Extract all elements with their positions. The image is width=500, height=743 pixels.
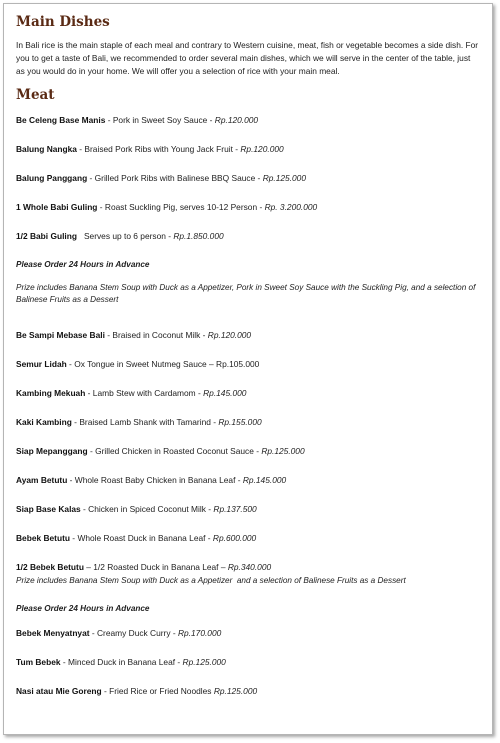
item-name: Semur Lidah: [16, 359, 67, 369]
item-price: Rp.125.000: [182, 657, 226, 667]
menu-item: [16, 356, 480, 385]
item-separator: -: [104, 330, 113, 340]
meat-list-group-3: [16, 625, 480, 712]
item-price: Rp. 3.200.000: [264, 202, 318, 212]
item-name: Tum Bebek: [16, 657, 61, 667]
item-description: Grilled Pork Ribs with Balinese BBQ Sauce -: [94, 173, 263, 183]
item-price: Rp.170.000: [177, 628, 222, 638]
item-price: Rp.155.000: [218, 417, 262, 427]
menu-item: [16, 683, 480, 712]
item-price: Rp.340.000: [227, 562, 272, 572]
item-price: Rp.125.000: [213, 686, 258, 696]
item-separator: -: [67, 475, 75, 485]
menu-item: [16, 625, 480, 654]
item-price: Rp.120.000: [207, 330, 252, 340]
menu-item: [16, 199, 480, 228]
meat-list-group-1: [16, 112, 480, 257]
meat-list-group-2: [16, 327, 480, 588]
item-name: Bebek Betutu: [16, 533, 70, 543]
item-price: Rp.120.000: [214, 115, 259, 125]
item-separator: -: [85, 388, 93, 398]
item-description: Serves up to 6 person -: [83, 231, 174, 241]
item-separator: -: [76, 144, 85, 154]
item-description: Grilled Chicken in Roasted Coconut Sauce -: [95, 446, 262, 456]
item-separator: -: [87, 173, 95, 183]
item-separator: -: [71, 417, 80, 427]
item-separator: -: [80, 504, 89, 514]
meat-heading: Meat: [16, 87, 55, 103]
prize-includes-note: Prize includes Banana Stem Soup with Duck as a Appetizer and a selection of Balinese Fruits as a Dessert: [16, 576, 406, 585]
item-separator: -: [60, 657, 68, 667]
menu-item: [16, 414, 480, 443]
item-separator: -: [105, 115, 113, 125]
item-description: Roast Suckling Pig, serves 10-12 Person -: [104, 202, 265, 212]
item-name: Bebek Menyatnyat: [16, 628, 90, 638]
item-price: Rp.145.000: [242, 475, 287, 485]
item-name: 1/2 Babi Guling: [16, 231, 77, 241]
menu-item: [16, 170, 480, 199]
advance-order-note: Please Order 24 Hours in Advance: [16, 604, 150, 613]
menu-item: [16, 443, 480, 472]
item-separator: -: [66, 359, 75, 369]
item-separator: [77, 231, 84, 241]
item-description: Whole Roast Baby Chicken in Banana Leaf -: [74, 475, 243, 485]
item-name: Be Sampi Mebase Bali: [16, 330, 105, 340]
menu-page: [3, 3, 493, 735]
item-name: Nasi atau Mie Goreng: [16, 686, 102, 696]
menu-item: [16, 141, 480, 170]
item-description: Braised Pork Ribs with Young Jack Fruit -: [84, 144, 241, 154]
menu-item: [16, 327, 480, 356]
item-price: Rp.120.000: [240, 144, 284, 154]
item-description: 1/2 Roasted Duck in Banana Leaf –: [93, 562, 228, 572]
item-price: Rp.1.850.000: [173, 231, 224, 241]
item-description: Braised in Coconut Milk -: [112, 330, 208, 340]
item-separator: -: [101, 686, 110, 696]
item-separator: –: [83, 562, 94, 572]
menu-item: [16, 654, 480, 683]
item-name: Balung Nangka: [16, 144, 77, 154]
item-price: Rp.137.500: [213, 504, 257, 514]
item-name: 1 Whole Babi Guling: [16, 202, 98, 212]
item-description: Lamb Stew with Cardamom -: [92, 388, 204, 398]
menu-item: [16, 501, 480, 530]
item-price: Rp.600.000: [212, 533, 257, 543]
menu-item: [16, 228, 480, 257]
item-separator: -: [69, 533, 78, 543]
item-name: Siap Base Kalas: [16, 504, 81, 514]
item-name: Kaki Kambing: [16, 417, 72, 427]
item-description: Braised Lamb Shank with Tamarind -: [79, 417, 219, 427]
item-description: Minced Duck in Banana Leaf -: [67, 657, 183, 667]
menu-item: [16, 530, 480, 559]
item-description: Fried Rice or Fried Noodles: [109, 686, 214, 696]
prize-includes-note: Prize includes Banana Stem Soup with Duck as a Appetizer, Pork in Sweet Soy Sauce with the Suckling Pig, and a selection of Balinese Fruits as a Dessert: [16, 283, 476, 304]
advance-order-note: Please Order 24 Hours in Advance: [16, 260, 150, 269]
item-separator: -: [89, 628, 97, 638]
menu-item: [16, 472, 480, 501]
item-name: Be Celeng Base Manis: [16, 115, 106, 125]
item-description: Ox Tongue in Sweet Nutmeg Sauce –: [74, 359, 217, 369]
item-description: Chicken in Spiced Coconut Milk -: [88, 504, 214, 514]
item-separator: -: [97, 202, 105, 212]
item-price: Rp.105.000: [216, 359, 260, 369]
main-dishes-intro: In Bali rice is the main staple of each meal and contrary to Western cuisine, meat, fish or vegetable becomes a side dish. For you to get a taste of Bali, we recommended to order several main dishes, which we will serve in the center of the table, just as you would do in your home. We will offer you a selection of rice with your main meal.: [16, 40, 479, 76]
menu-item: [16, 385, 480, 414]
item-name: Siap Mepanggang: [16, 446, 88, 456]
item-name: 1/2 Bebek Betutu: [16, 562, 84, 572]
item-price: Rp.125.000: [261, 446, 305, 456]
item-name: Ayam Betutu: [16, 475, 68, 485]
item-price: Rp.145.000: [203, 388, 247, 398]
item-name: Kambing Mekuah: [16, 388, 86, 398]
main-dishes-heading: Main Dishes: [16, 14, 110, 30]
item-description: Pork in Sweet Soy Sauce -: [112, 115, 215, 125]
item-separator: -: [87, 446, 96, 456]
item-description: Whole Roast Duck in Banana Leaf -: [77, 533, 213, 543]
item-name: Balung Panggang: [16, 173, 88, 183]
item-price: Rp.125.000: [262, 173, 306, 183]
menu-item: [16, 112, 480, 141]
item-description: Creamy Duck Curry -: [97, 628, 178, 638]
